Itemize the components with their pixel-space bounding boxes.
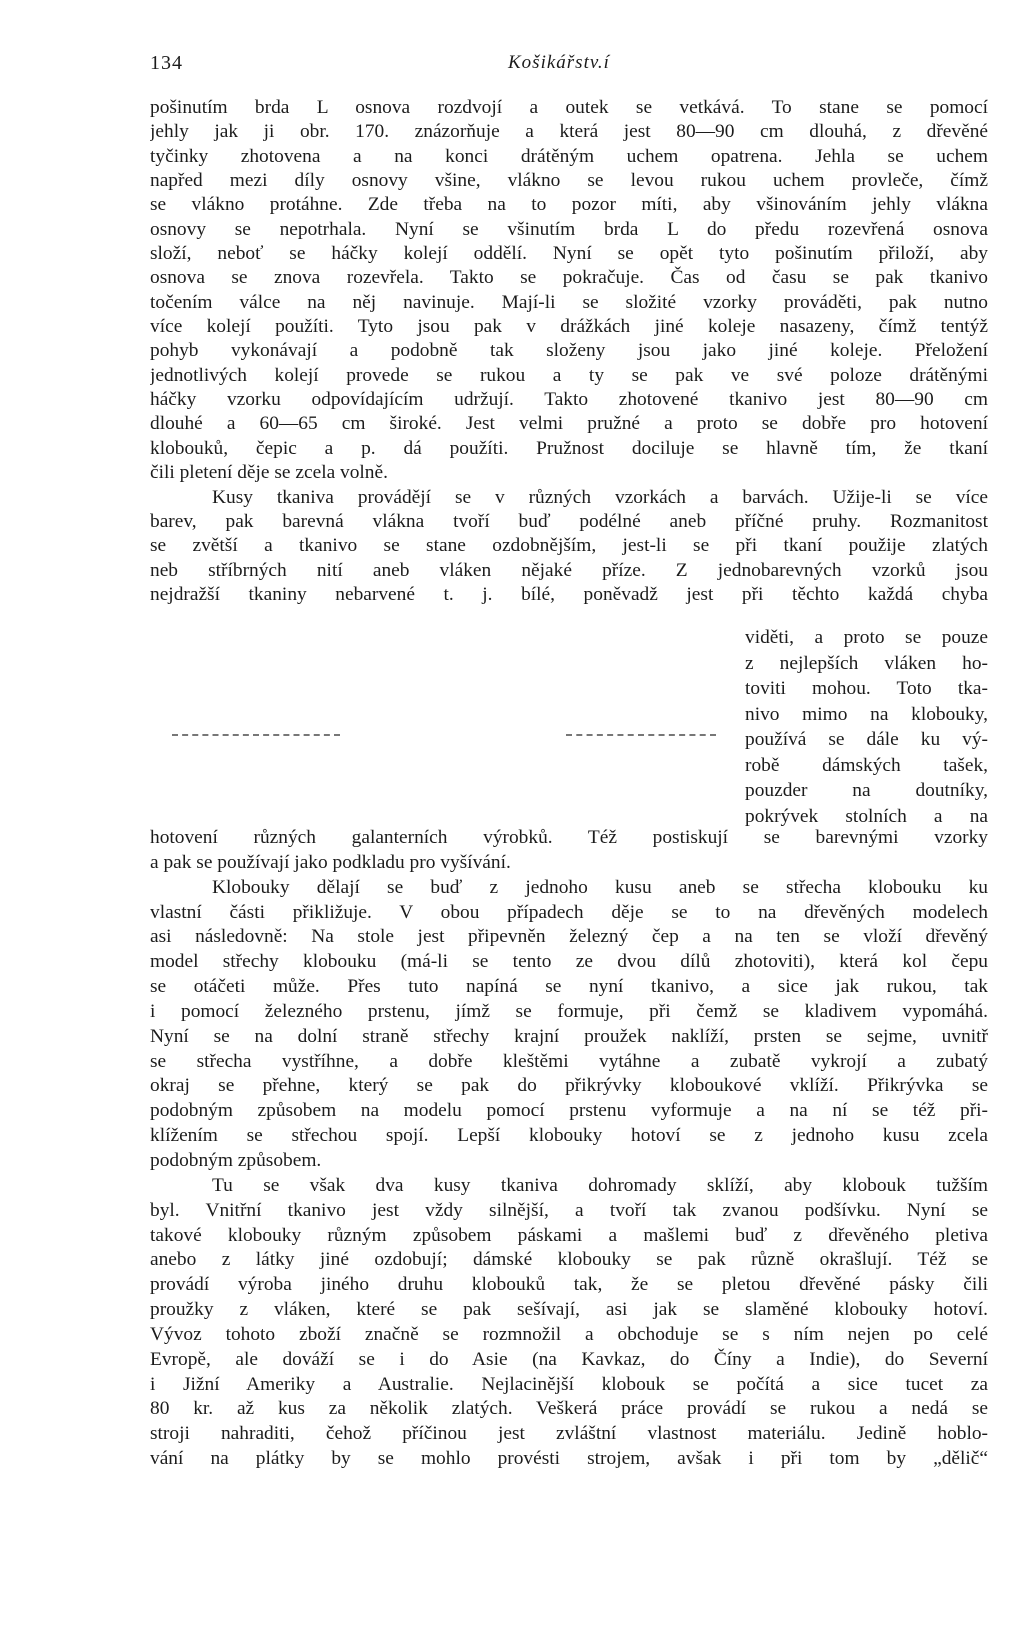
text-line: pohyb vykonávají a podobně tak složeny jsou jako jiné koleje. Přeložení (150, 340, 988, 362)
text-line: napřed mezi díly osnovy všine, vlákno se levou rukou uchem provleče, čímž (150, 170, 988, 192)
figure-dash-right (566, 734, 716, 736)
text-block-lower (150, 826, 988, 1472)
text-line: háčky vzorku odpovídajícím udržují. Takto zhotovené tkanivo jest 80—90 cm (150, 389, 988, 411)
text-line: anebo z látky jiné ozdobují; dámské klobouky se pak různě okrašlují. Též se (150, 1249, 988, 1271)
text-line: více kolejí použíti. Tyto jsou pak v drážkách jiné koleje nasazeny, čímž tentýž (150, 316, 988, 338)
text-line: klížením se střechou spojí. Lepší klobouky hotoví se z jednoho kusu zcela (150, 1125, 988, 1147)
text-line: Klobouky dělají se buď z jednoho kusu aneb se střecha klobouku ku (212, 876, 988, 898)
text-line: z nejlepších vláken ho- (745, 652, 988, 674)
text-line: klobouků, čepic a p. dá použíti. Pružnost dociluje se hlavně tím, že tkaní (150, 437, 988, 459)
text-line: používá se dále ku vý- (745, 729, 988, 750)
text-line: jednotlivých kolejí provede se rukou a ty se pak ve své poloze drátěnými (150, 364, 988, 386)
text-line: čili pletení děje se zcela volně. (150, 462, 388, 484)
text-line: i Jižní Ameriky a Australie. Nejlacinější klobouk se počítá a sice tucet za (150, 1373, 988, 1395)
text-line: barev, pak barevná vlákna tvoří buď podélné aneb příčné pruhy. Rozmanitost (150, 510, 988, 532)
text-line: pouzder na doutníky, (745, 780, 988, 801)
figure-dash-left (172, 734, 340, 736)
text-line: neb stříbrných nití aneb vláken nějaké příze. Z jednobarevných vzorků jsou (150, 559, 988, 581)
text-line: se střecha vystříhne, a dobře kleštěmi vytáhne a zubatě vykrojí a zubatý (150, 1050, 988, 1072)
text-line: okraj se přehne, který se pak do přikrývky kloboukové vklíží. Přikrývka se (150, 1075, 988, 1097)
page-number: 134 (150, 52, 183, 74)
text-line: Nyní se na dolní straně střechy krajní proužek naklíží, prsten se sejme, uvnitř (150, 1025, 988, 1047)
text-line: se otáčeti může. Přes tuto napíná se nyní tkanivo, a sice jak rukou, tak (150, 976, 988, 998)
text-line: viděti, a proto se pouze (745, 627, 988, 648)
text-line: model střechy klobouku (má-li se tento ze dvou dílů zhotoviti), která kol čepu (150, 951, 988, 973)
text-line: Vývoz tohoto zboží značně se rozmnožil a obchoduje se s ním nejen po celé (150, 1323, 988, 1345)
text-line: Tu se však dva kusy tkaniva dohromady sklíží, aby klobouk tužším (212, 1174, 988, 1196)
text-line: 80 kr. až kus za několik zlatých. Veškerá práce provádí se rukou a nedá se (150, 1398, 988, 1420)
text-line: osnovy se nepotrhala. Nyní se všinutím brda L do předu rozevřená osnova (150, 218, 988, 240)
text-line: podobným způsobem. (150, 1149, 322, 1171)
text-line: jehly jak ji obr. 170. znázorňuje a která jest 80—90 cm dlouhá, z dřevěné (150, 121, 988, 143)
text-line: nivo mimo na klobouky, (745, 703, 988, 725)
text-line: se vlákno protáhne. Zde třeba na to pozor míti, aby všinováním jehly vlákna (150, 194, 988, 216)
text-line: pokrývek stolních a na (745, 805, 988, 827)
page-header (150, 52, 982, 78)
text-line: i pomocí železného prstenu, jímž se formuje, při čemž se kladivem vypomáhá. (150, 1000, 988, 1022)
text-line: tyčinky zhotovena a na konci drátěným uchem opatrena. Jehla se uchem (150, 145, 988, 167)
figure-placeholder (150, 628, 730, 832)
text-line: vlastní části přikližuje. V obou případech děje se to na dřevěných modelech (150, 901, 988, 923)
text-line: takové klobouky různým způsobem páskami a mašlemi buď z dřevěného pletiva (150, 1224, 988, 1246)
text-line: toviti mohou. Toto tka- (745, 678, 988, 699)
text-line: dlouhé a 60—65 cm široké. Jest velmi pružné a proto se dobře pro hotovení (150, 413, 988, 435)
text-line: stroji nahraditi, čehož příčinou jest zvláštní vlastnost materiálu. Jedině hoblo- (150, 1423, 988, 1445)
text-line: složí, neboť se háčky kolejí oddělí. Nyní se opět tyto pošinutím přiloží, aby (150, 243, 988, 265)
text-line: a pak se používají jako podkladu pro vyšívání. (150, 851, 511, 873)
text-line: hotovení různých galanterních výrobků. Též postiskují se barevnými vzorky (150, 827, 988, 848)
text-line: robě dámských tašek, (745, 754, 988, 776)
text-line: vání na plátky by se mohlo provésti strojem, avšak i při tom by „dělič“ (150, 1448, 988, 1470)
text-block-upper (150, 96, 988, 607)
text-line: osnova se znova rozevřela. Takto se pokračuje. Čas od času se pak tkanivo (150, 267, 988, 289)
running-title: Košikářstv.í (508, 52, 610, 73)
text-line: proužky z vláken, které se pak sešívají, asi jak se slaměné klobouky hotoví. (150, 1299, 988, 1321)
text-line: podobným způsobem na modelu pomocí prstenu vyformuje a na ní se též při- (150, 1100, 988, 1122)
text-line: nejdražší tkaniny nebarvené t. j. bílé, poněvadž jest při těchto každá chyba (150, 583, 988, 605)
text-line: se zvětší a tkanivo se stane ozdobnějším, jest-li se při tkaní použije zlatých (150, 535, 988, 557)
text-line: byl. Vnitřní tkanivo jest vždy silnější, a tvoří tak zvanou podšívku. Nyní se (150, 1199, 988, 1221)
text-line: pošinutím brda L osnova rozdvojí a outek se vetkává. To stane se pomocí (150, 97, 988, 118)
text-line: točením válce na něj navinuje. Mají-li se složité vzorky prováděti, pak nutno (150, 291, 988, 313)
text-block-wrap (745, 625, 988, 829)
text-line: provádí výroba jiného druhu klobouků tak, že se pletou dřevěné pásky čili (150, 1274, 988, 1296)
text-line: Kusy tkaniva provádějí se v různých vzorkách a barvách. Užije-li se více (212, 486, 988, 508)
text-line: asi následovně: Na stole jest připevněn železný čep a na ten se vloží dřevěný (150, 926, 988, 948)
text-line: Evropě, ale dováží se i do Asie (na Kavkaz, do Číny a Indie), do Severní (150, 1348, 988, 1370)
